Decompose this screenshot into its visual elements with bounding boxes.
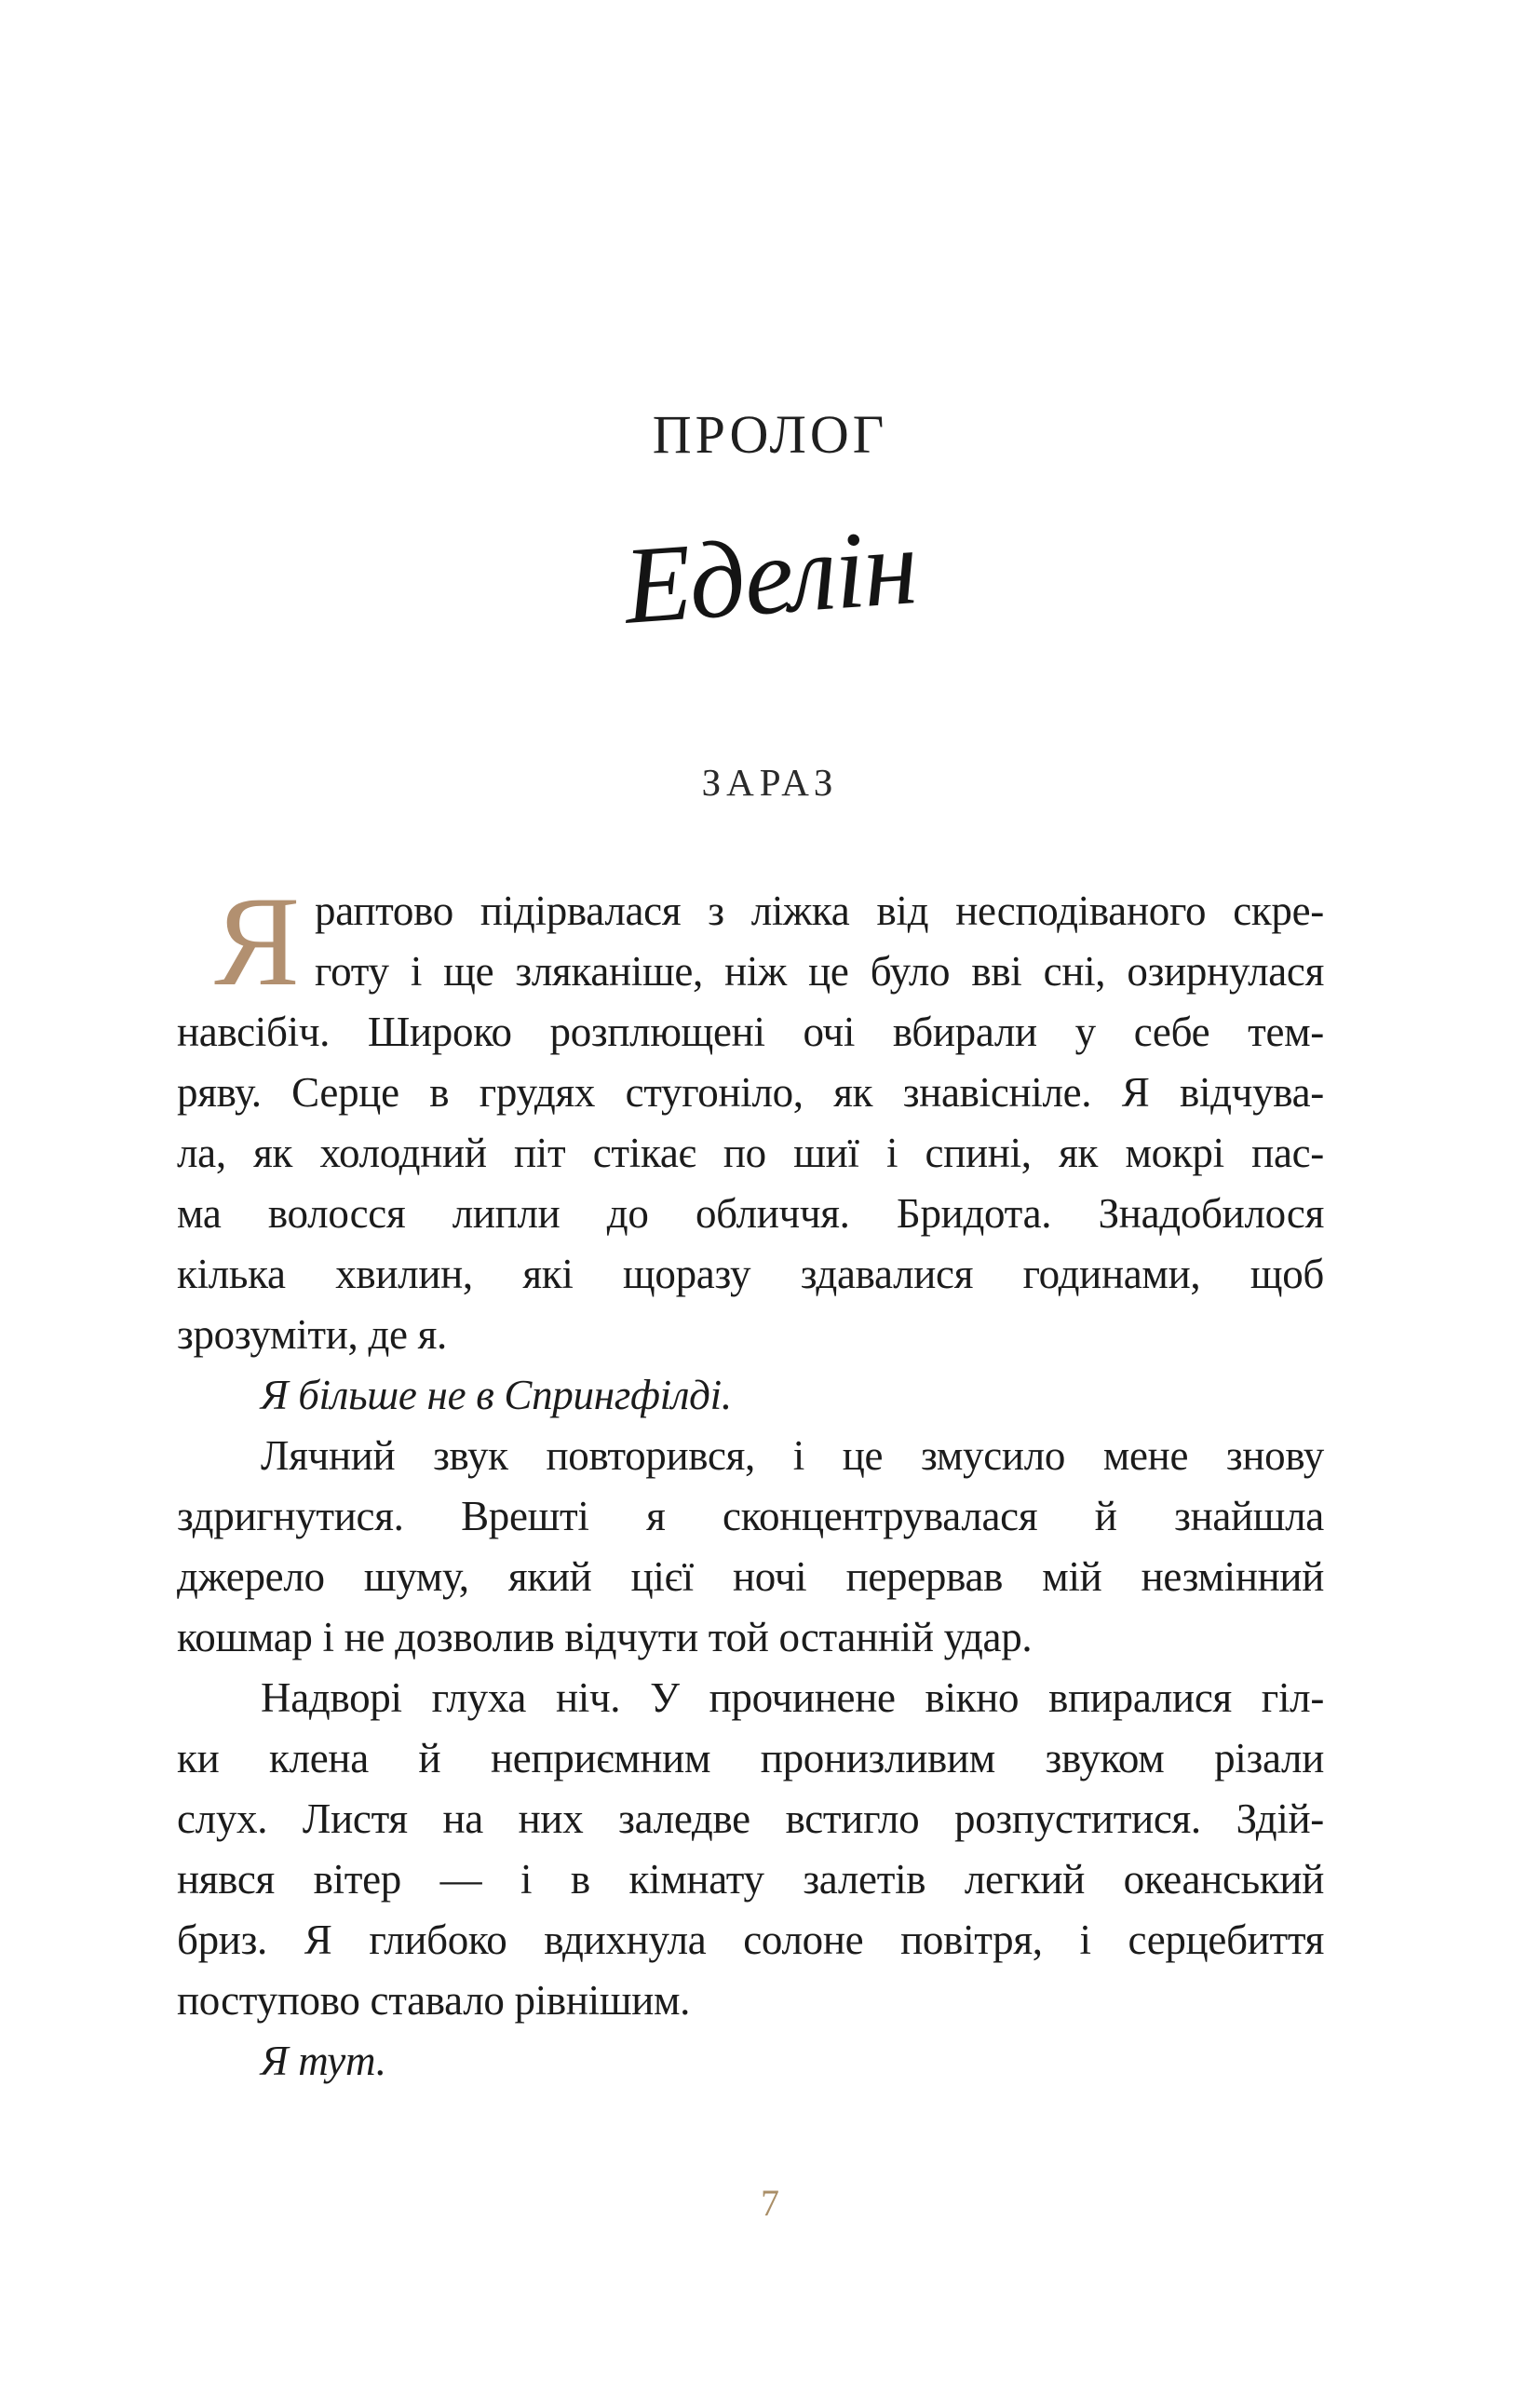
- chapter-title: ПРОЛОГ: [652, 404, 888, 465]
- page-number: 7: [761, 2182, 779, 2224]
- text-line: ма волосся липли до обличчя. Бридота. Знадобилося: [177, 1190, 1324, 1237]
- text-line: бриз. Я глибоко вдихнула солоне повітря, і серцебиття: [177, 1917, 1324, 1963]
- paragraph: [177, 870, 1324, 1365]
- text-line: Лячний звук повторився, і це змусило мене знову: [261, 1432, 1324, 1479]
- text-line: нявся вітер — і в кімнату залетів легкий океанський: [177, 1856, 1324, 1903]
- text-line: ряву. Серце в грудях стугоніло, як знавісніле. Я відчува-: [177, 1069, 1324, 1116]
- text-line: кілька хвилин, які щоразу здавалися годинами, щоб: [177, 1251, 1324, 1297]
- text-line: кошмар і не дозволив відчути той останній удар.: [177, 1614, 1033, 1660]
- section-label: ЗАРАЗ: [701, 761, 839, 804]
- drop-cap-letter: Я: [214, 870, 301, 1012]
- text-line: ки клена й неприємним пронизливим звуком різали: [177, 1735, 1324, 1781]
- character-name-script: Еделін: [620, 505, 920, 647]
- text-line: Я більше не в Спрингфілді.: [261, 1372, 732, 1418]
- body-text: [177, 870, 1324, 2092]
- text-line: готу і ще зляканіше, ніж це було вві сні, озирнулася: [315, 948, 1324, 995]
- text-line: Надворі глуха ніч. У прочинене вікно впиралися гіл-: [261, 1674, 1324, 1721]
- text-line: навсібіч. Широко розплющені очі вбирали у себе тем-: [177, 1009, 1324, 1055]
- text-line: зрозуміти, де я.: [177, 1311, 448, 1358]
- paragraph: [177, 1426, 1324, 1668]
- text-line: раптово підірвалася з ліжка від несподіваного скре-: [315, 887, 1324, 934]
- paragraph: [177, 1365, 1324, 1426]
- text-line: ла, як холодний піт стікає по шиї і спині, як мокрі пас-: [177, 1130, 1324, 1176]
- text-line: слух. Листя на них заледве встигло розпуститися. Здій-: [177, 1795, 1324, 1842]
- paragraph: [177, 1668, 1324, 2031]
- paragraph: [177, 2031, 1324, 2092]
- text-line: здригнутися. Врешті я сконцентрувалася й знайшла: [177, 1493, 1324, 1539]
- text-line: Я тут.: [261, 2038, 386, 2084]
- text-line: поступово ставало рівнішим.: [177, 1977, 691, 2024]
- text-line: джерело шуму, який цієї ночі перервав мій незмінний: [177, 1553, 1324, 1600]
